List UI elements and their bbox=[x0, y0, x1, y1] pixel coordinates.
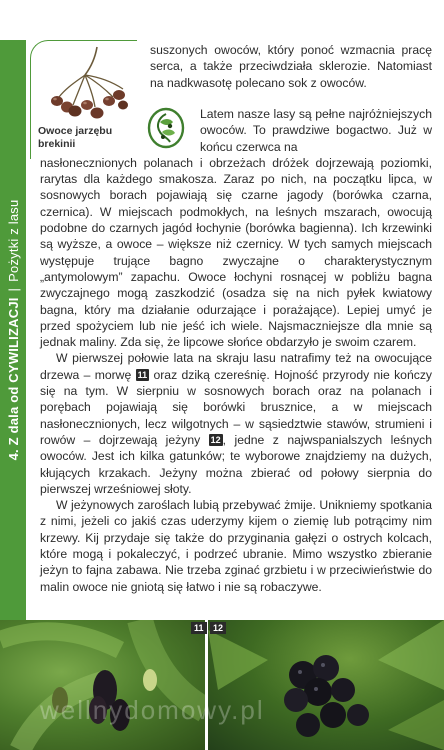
paragraph-blackberries-c: , jedne z najwspanialszych leśnych owoców. Jest ich kilka gatunków; te wyborowe znajdziemy na dużych, kłujących krzakach. Jeżyny można zbierać od połowy sierpnia do pierwszej wrześniowej słoty. bbox=[40, 432, 432, 496]
paragraph-summer-rest: nasłonecznionych polanach i obrzeżach dróżek dojrzewają poziomki, rarytas dla każdego smakosza. Zaraz po nich, na początku lipca, w sosnowych borach pojawiają się czarne jagody (borówka czarna, czernica). W miejscach podmokłych, na leśnych mszarach, owocują podobne do czarnych jagód łochynie (borówka bagienna). Ich krzewinki są wyższe, a owoce – większe niż czernicy. W tych samych miejscach występuje trujące bagno zwyczajne o charakterystycznym „antymolowym” zapachu. Owoce łochyni rosnącej w pobliżu bagna zwyczajnego mogą zaszkodzić (osadza się na nich pyłek kwiatowy bagna, który ma działanie odurzające i porażające). Lepiej umyć je przed spożyciem lub nie jeść ich wiele. Najsmaczniejsze dla mnie są jednak maliny. Zda się, że lipcowe słońce obdarzyło je swoim czarem. bbox=[40, 155, 432, 350]
paragraph-snakes-text: W jeżynowych zaroślach lubią przebywać żmije. Unikniemy spotkania z nimi, jeżeli co jakiś czas uderzymy kijem o ziemię lub potrącimy nim krzewy. Kij przydaje się także do przyginania gałęzi o ostrych kolcach, które mogą i pokaleczyć, i podrzeć ubranie. Mimo wszystko zbieranie jeżyn to fajna zabawa. Nie trzeba zginać grzbietu i w przeciwieństwie do malin owoce nie gniotą się łatwo i nie są robaczywe. bbox=[40, 498, 432, 594]
paragraph-snakes bbox=[40, 497, 432, 595]
paragraph-intro-text: suszonych owoców, który ponoć wzmacnia pracę serca, a także przeciwdziała sklerozie. Natomiast na nadkwasotę polecano sok z owoców. bbox=[150, 43, 432, 90]
illustration-caption: Owoce jarzębu brekinii bbox=[38, 125, 113, 150]
paragraph-blackberries bbox=[40, 350, 432, 497]
figure-ref-11: 11 bbox=[137, 369, 148, 380]
chapter-title: 4. Z dala od CYWILIZACJI bbox=[5, 297, 21, 461]
photo-number-11: 11 bbox=[191, 622, 207, 634]
blackberry-photo bbox=[208, 620, 444, 750]
paragraph-summer-fruits bbox=[40, 106, 432, 595]
paragraph-intro bbox=[150, 42, 432, 91]
mulberry-photo bbox=[0, 620, 205, 750]
paragraph-summer-lead: Latem nasze lasy są pełne najróżniejszych owoców. To prawdziwe bogactwo. Już w końcu czerwca na bbox=[200, 107, 432, 154]
figure-ref-12: 12 bbox=[210, 434, 221, 445]
photo-number-12: 12 bbox=[210, 622, 226, 634]
chapter-heading bbox=[0, 40, 26, 620]
blackberry-illustration bbox=[208, 620, 444, 750]
paragraph-blackberries-b: oraz dziką czereśnię. Hojność przyrody nie kończy się na tym. W sierpniu w sosnowych borach oraz na polanach i porębach pojawiają się borówki brusznice, a w miejscach nasłonecznionych, lecz wilgotnych – w sąsiedztwie stawów, strumieni i rowów – dojrzewają jeżyny bbox=[40, 367, 433, 447]
chapter-sidebar bbox=[0, 40, 26, 620]
watermark: wellnydomowy.pl bbox=[40, 695, 265, 725]
section-title: Pożytki z lasu bbox=[5, 199, 21, 282]
chapter-separator: | bbox=[5, 287, 21, 292]
mulberry-illustration bbox=[0, 620, 205, 750]
paragraph-blackberries-a: W pierwszej połowie lata na skraju lasu natrafimy też na owocujące drzewa – morwę bbox=[40, 351, 432, 382]
photo-strip bbox=[0, 620, 444, 750]
